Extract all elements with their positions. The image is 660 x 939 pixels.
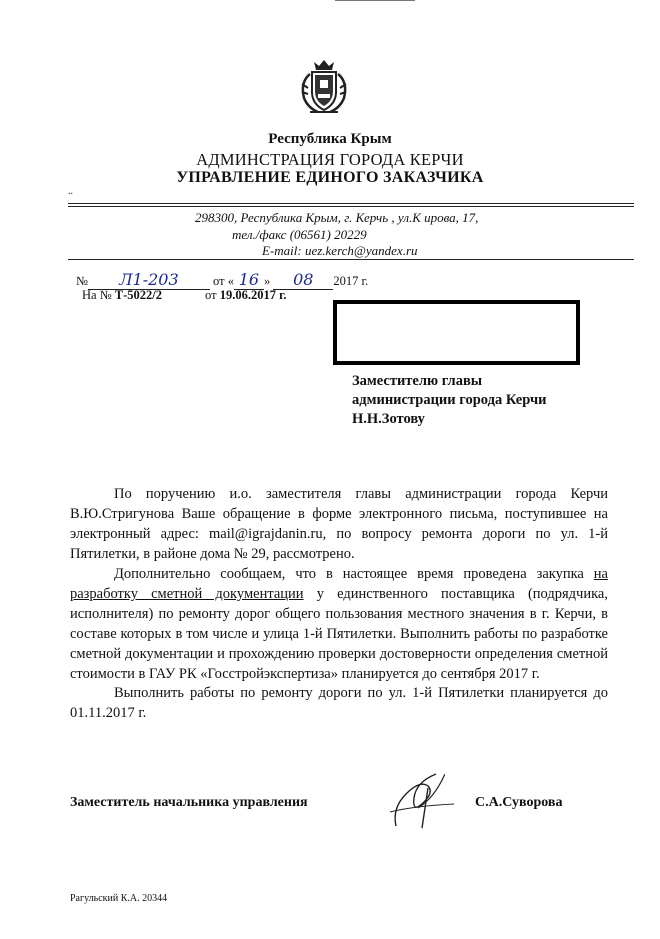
ref-value: Т-5022/2 bbox=[114, 288, 162, 302]
number-value: Л1-203 bbox=[119, 270, 179, 289]
signatory-name: С.А.Суворова bbox=[475, 795, 563, 810]
header-rule-top-second bbox=[68, 206, 634, 207]
date-year: 2017 г. bbox=[333, 274, 369, 288]
body-paragraph-2 bbox=[70, 564, 608, 684]
p2-underlined: на разработку сметной документации bbox=[70, 566, 608, 602]
recipient-line-3: Н.Н.Зотову bbox=[352, 411, 425, 427]
handwritten-signature bbox=[384, 768, 474, 832]
ref-label: На № bbox=[82, 288, 112, 302]
header-republic: Республика Крым bbox=[268, 131, 392, 147]
date-month-field bbox=[273, 270, 333, 290]
body-paragraph-3: Выполнить работы по ремонту дороги по ул. 1-й Пятилетки планируется до 01.11.2017 г. bbox=[70, 685, 608, 721]
header-department: УПРАВЛЕНИЕ ЕДИНОГО ЗАКАЗЧИКА bbox=[176, 169, 484, 186]
redacted-box bbox=[333, 300, 580, 365]
reference-number-line bbox=[82, 288, 162, 303]
date-label: от bbox=[213, 274, 225, 288]
body-paragraph-1: По поручению и.о. заместителя главы администрации города Керчи В.Ю.Стригунова Ваше обращение в форме электронного письма, поступившее на электронный адрес: mail@igrajdanin.ru, по вопросу ремонта дороги по ул. 1-й Пятилетки, в районе дома № 29, рассмотрено. bbox=[70, 486, 608, 562]
recipient-line-1: Заместителю главы bbox=[352, 373, 483, 389]
recipient-line-2: администрации города Керчи bbox=[352, 392, 547, 408]
address-line-2: тел./факс (06561) 20229 bbox=[232, 227, 367, 242]
p2-after: у единственного поставщика (подрядчика, исполнителя) по ремонту дорог общего пользования местного значения в г. Керчи, в составе которых в том числе и улица 1-й Пятилетки. Выполнить работы по разработке сметной документации и прохождению проверки достоверности определения сметной стоимости в ГАУ РК «Госстройэкспертиза» планируется до сентября 2017 г. bbox=[70, 586, 608, 682]
header-rule-top bbox=[68, 203, 634, 204]
date-day: 16 bbox=[238, 270, 260, 289]
number-label: № bbox=[76, 274, 88, 288]
outgoing-date-line: от « 16 » 08 2017 г. bbox=[213, 270, 369, 289]
reference-date-line bbox=[205, 288, 286, 303]
header-rule-bottom bbox=[68, 259, 634, 260]
address-line-3: E-mail: uez.kerch@yandex.ru bbox=[262, 243, 418, 258]
top-edge-line bbox=[335, 0, 415, 1]
executor-info: Рагульский К.А. 20344 bbox=[70, 893, 168, 904]
p2-before: Дополнительно сообщаем, что в настоящее время проведена закупка bbox=[114, 566, 594, 582]
date-day-field bbox=[234, 270, 264, 290]
ref-date: 19.06.2017 г. bbox=[219, 288, 287, 302]
header-administration: АДМИНСТРАЦИЯ ГОРОДА КЕРЧИ bbox=[196, 150, 464, 169]
outgoing-number-line bbox=[76, 270, 210, 290]
date-month: 08 bbox=[293, 270, 314, 289]
number-field bbox=[88, 270, 210, 290]
ref-from-label: от bbox=[205, 288, 217, 302]
address-line-1: 298300, Республика Крым, г. Керчь , ул.К ирова, 17, bbox=[195, 210, 479, 225]
signatory-role: Заместитель начальника управления bbox=[70, 795, 308, 810]
coat-of-arms-icon bbox=[296, 58, 352, 116]
header-dots: .. bbox=[68, 186, 73, 197]
